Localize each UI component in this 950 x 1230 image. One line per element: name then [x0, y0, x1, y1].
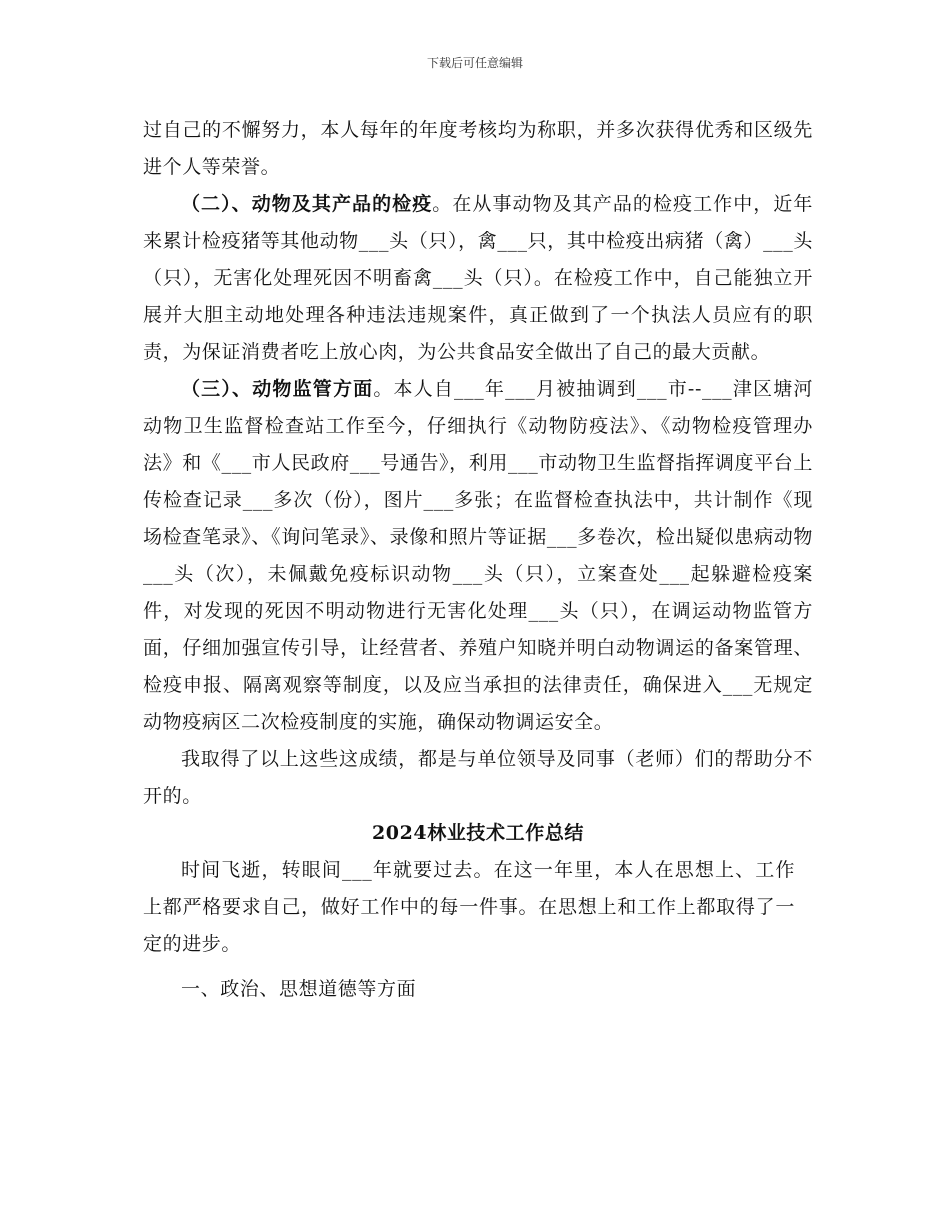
paragraph-continuation: 过自己的不懈努力，本人每年的年度考核均为称职，并多次获得优秀和区级先进个人等荣誉。	[143, 119, 813, 178]
paragraph-quarantine	[143, 186, 813, 371]
document-body	[143, 112, 813, 1008]
paragraph-supervision-body: 。本人自___年___月被抽调到___市--___津区塘河动物卫生监督检查站工作至今，仔细执行《动物防疫法》、《动物检疫管理办法》和《___市人民政府___号通告》，利用___市动物卫生监督指挥调度平台上传检查记录___多次（份），图片___多张；在监督检查执法中，共计制作《现场检查笔录》、《询问笔录》、录像和照片等证据___多卷次，检出疑似患病动物___头（次），未佩戴免疫标识动物___头（只），立案查处___起躲避检疫案件，对发现的死因不明动物进行无害化处理___头（只），在调运动物监管方面，仔细加强宣传引导，让经营者、养殖户知晓并明白动物调运的备案管理、检疫申报、隔离观察等制度，以及应当承担的法律责任，确保进入___无规定动物疫病区二次检疫制度的实施，确保动物调运安全。	[143, 378, 813, 733]
paragraph-supervision	[143, 371, 813, 741]
paragraph-quarantine-body: 。在从事动物及其产品的检疫工作中，近年来累计检疫猪等其他动物___头（只），禽___只，其中检疫出病猪（禽）___头（只），无害化处理死因不明畜禽___头（只）。在检疫工作中，自己能独立开展并大胆主动地处理各种违法违规案件，真正做到了一个执法人员应有的职责，为保证消费者吃上放心肉，为公共食品安全做出了自己的最大贡献。	[143, 193, 813, 363]
section-heading-quarantine: （二）、动物及其产品的检疫	[181, 193, 433, 215]
header-note: 下载后可任意编辑	[426, 56, 523, 70]
document-title: 2024林业技术工作总结	[371, 822, 585, 844]
paragraph-intro: 时间飞逝，转眼间___年就要过去。在这一年里，本人在思想上、工作上都严格要求自己，做好工作中的每一件事。在思想上和工作上都取得了一定的进步。	[143, 859, 795, 955]
section-heading-supervision: （三）、动物监管方面	[181, 378, 374, 400]
paragraph-acknowledgement: 我取得了以上这些这成绩，都是与单位领导及同事（老师）们的帮助分不开的。	[143, 748, 813, 807]
section-heading-politics: 一、政治、思想道德等方面	[181, 978, 417, 1000]
